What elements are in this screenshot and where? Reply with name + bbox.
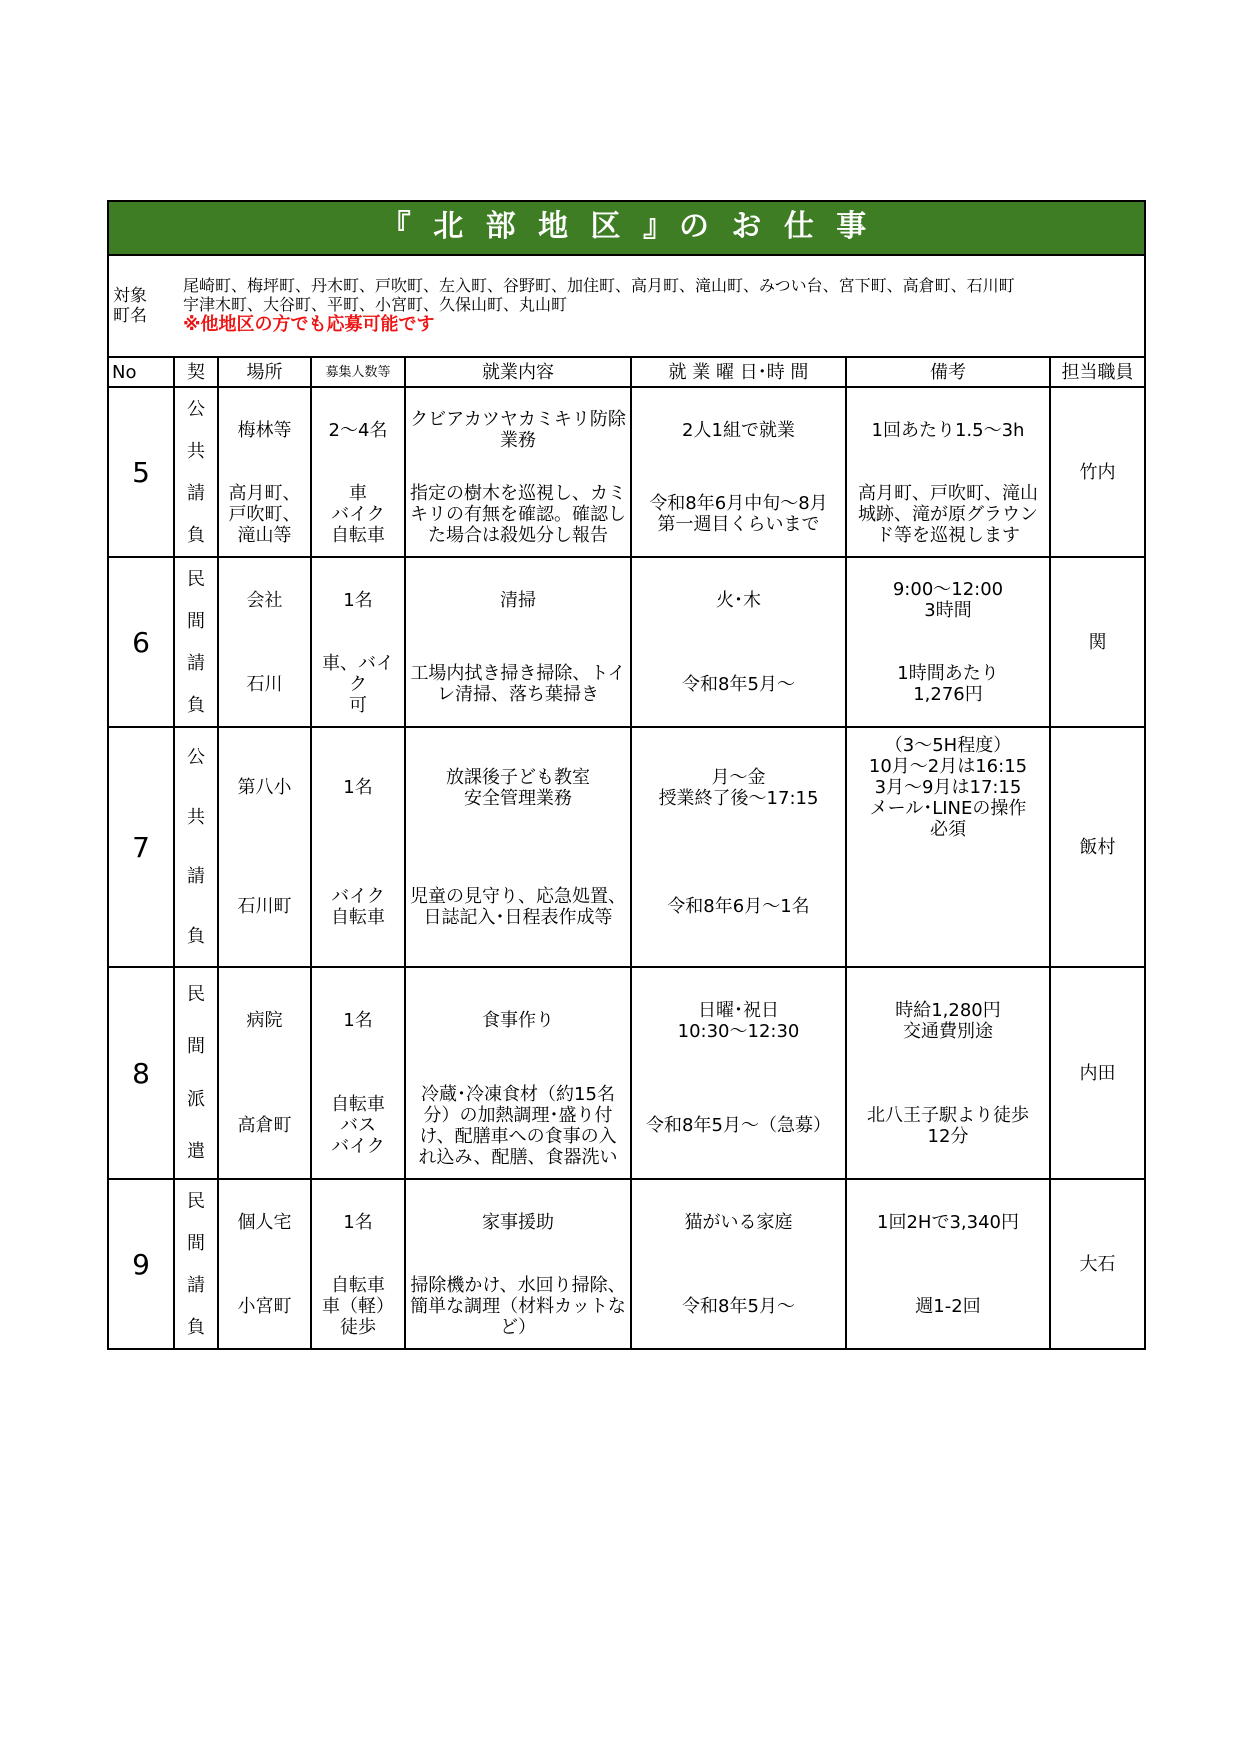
job-number: 6 <box>108 557 174 727</box>
contract-char: 共 <box>187 806 205 828</box>
content-cell <box>405 1179 631 1349</box>
schedule-cell <box>631 557 846 727</box>
place-bottom: 石川町 <box>237 896 292 917</box>
header-staff: 担当職員 <box>1050 357 1145 387</box>
count-top: 1名 <box>343 1010 373 1031</box>
schedule-bottom: 令和8年6月中旬～8月 第一週目くらいまで <box>649 493 828 535</box>
content-bottom: 指定の樹木を巡視し、カミ キリの有無を確認。確認し た場合は殺処分し報告 <box>410 482 626 546</box>
content-top: 家事援助 <box>482 1211 554 1233</box>
count-top: 1名 <box>343 1211 373 1233</box>
count-cell <box>311 387 405 557</box>
header-count: 募集人数等 <box>311 357 405 387</box>
schedule-top: 火･木 <box>716 589 761 611</box>
job-table <box>107 200 1146 1350</box>
header-content: 就業内容 <box>405 357 631 387</box>
header-remarks: 備考 <box>846 357 1050 387</box>
towns-line-2: 宇津木町、大谷町、平町、小宮町、久保山町、丸山町 <box>183 295 568 314</box>
remarks-bottom: 週1-2回 <box>915 1295 981 1317</box>
content-top: 食事作り <box>482 1010 554 1031</box>
page-title-text: 『 北 部 地 区 』の お 仕 事 <box>380 208 873 244</box>
place-cell <box>218 1179 311 1349</box>
job-number: 9 <box>108 1179 174 1349</box>
target-area-label: 対象 町名 <box>113 286 147 326</box>
place-cell <box>218 387 311 557</box>
job-number: 7 <box>108 727 174 967</box>
contract-char: 負 <box>187 694 205 716</box>
contract-type <box>174 727 218 967</box>
content-cell <box>405 727 631 967</box>
table-row <box>108 1179 1145 1349</box>
place-bottom: 高倉町 <box>237 1115 292 1136</box>
schedule-bottom: 令和8年5月～ <box>682 1295 795 1317</box>
header-schedule: 就 業 曜 日･時 間 <box>631 357 846 387</box>
contract-char: 間 <box>187 1232 205 1254</box>
contract-char: 民 <box>187 983 205 1005</box>
job-number: 5 <box>108 387 174 557</box>
count-top: 1名 <box>343 589 373 611</box>
remarks-bottom <box>847 847 1049 966</box>
remarks-bottom: 北八王子駅より徒歩 12分 <box>867 1104 1029 1147</box>
count-bottom: 自転車 車（軽） 徒歩 <box>322 1274 394 1338</box>
remarks-cell <box>846 557 1050 727</box>
contract-char: 負 <box>187 925 205 947</box>
place-bottom: 高月町、 戸吹町、 滝山等 <box>228 482 301 546</box>
contract-char: 公 <box>187 747 205 769</box>
contract-char: 間 <box>187 610 205 632</box>
contract-type <box>174 1179 218 1349</box>
staff-name: 飯村 <box>1050 727 1145 967</box>
contract-type <box>174 967 218 1179</box>
place-cell <box>218 967 311 1179</box>
count-cell <box>311 1179 405 1349</box>
contract-char: 請 <box>187 866 205 888</box>
schedule-top: 月～金 授業終了後～17:15 <box>658 766 819 809</box>
contract-char: 民 <box>187 1190 205 1212</box>
place-top: 梅林等 <box>237 419 292 441</box>
count-bottom: 車、バイク 可 <box>322 652 394 716</box>
content-bottom: 掃除機かけ、水回り掃除、 簡単な調理（材料カットな ど） <box>410 1274 626 1338</box>
table-row <box>108 557 1145 727</box>
table-row <box>108 727 1145 967</box>
place-cell <box>218 727 311 967</box>
content-top: 放課後子ども教室 安全管理業務 <box>446 766 590 809</box>
job-number: 8 <box>108 967 174 1179</box>
header-contract: 契 <box>174 357 218 387</box>
header-place: 場所 <box>218 357 311 387</box>
place-bottom: 小宮町 <box>237 1295 292 1317</box>
place-top: 個人宅 <box>237 1211 292 1233</box>
remarks-cell <box>846 387 1050 557</box>
contract-char: 負 <box>187 1316 205 1338</box>
content-top: 清掃 <box>500 589 536 611</box>
content-cell <box>405 557 631 727</box>
contract-type <box>174 557 218 727</box>
page-title <box>108 201 1145 255</box>
content-bottom: 冷蔵･冷凍食材（約15名 分）の加熱調理･盛り付 け、配膳車への食事の入 れ込み、配膳、食器洗い <box>418 1083 618 1168</box>
schedule-top: 猫がいる家庭 <box>684 1211 793 1233</box>
place-top: 病院 <box>246 1010 283 1031</box>
schedule-cell <box>631 1179 846 1349</box>
count-cell <box>311 967 405 1179</box>
remarks-top: 1回2Hで3,340円 <box>877 1211 1019 1233</box>
count-cell <box>311 557 405 727</box>
content-bottom: 工場内拭き掃き掃除、トイ レ清掃、落ち葉掃き <box>410 663 626 705</box>
content-top: クビアカツヤカミキリ防除 業務 <box>410 409 626 451</box>
place-cell <box>218 557 311 727</box>
count-bottom: 自転車 バス バイク <box>331 1094 385 1157</box>
schedule-bottom: 令和8年6月～1名 <box>667 896 810 917</box>
count-bottom: 車 バイク 自転車 <box>331 482 385 546</box>
remarks-top: 時給1,280円 交通費別途 <box>895 999 1001 1042</box>
table-row <box>108 967 1145 1179</box>
towns-line-1: 尾崎町、梅坪町、丹木町、戸吹町、左入町、谷野町、加住町、高月町、滝山町、みつい台、宮下町、高倉町、石川町 <box>183 276 1015 295</box>
staff-name: 関 <box>1050 557 1145 727</box>
contract-char: 間 <box>187 1036 205 1058</box>
content-cell <box>405 387 631 557</box>
remarks-cell <box>846 1179 1050 1349</box>
staff-name: 大石 <box>1050 1179 1145 1349</box>
remarks-top: （3～5H程度） 10月～2月は16:15 3月～9月は17:15 メール･LINEの操作 必須 <box>868 735 1028 840</box>
staff-name: 竹内 <box>1050 387 1145 557</box>
other-area-note: ※他地区の方でも応募可能です <box>183 314 435 335</box>
schedule-top: 2人1組で就業 <box>682 419 795 441</box>
schedule-top: 日曜･祝日 10:30～12:30 <box>677 999 800 1042</box>
schedule-cell <box>631 727 846 967</box>
count-cell <box>311 727 405 967</box>
remarks-bottom: 高月町、戸吹町、滝山 城跡、滝が原グラウン ド等を巡視します <box>858 482 1038 546</box>
content-cell <box>405 967 631 1179</box>
header-no: No <box>108 357 174 387</box>
header-row <box>108 357 1145 387</box>
remarks-cell <box>846 967 1050 1179</box>
contract-char: 負 <box>187 524 205 546</box>
contract-char: 共 <box>187 440 205 462</box>
schedule-bottom: 令和8年5月～（急募） <box>646 1115 831 1136</box>
contract-char: 請 <box>187 652 205 674</box>
target-area-cell <box>108 255 1145 357</box>
contract-char: 遣 <box>187 1141 205 1163</box>
schedule-cell <box>631 387 846 557</box>
target-area-body <box>183 276 1015 336</box>
schedule-bottom: 令和8年5月～ <box>682 673 795 695</box>
place-top: 第八小 <box>237 777 292 798</box>
job-listing-document <box>107 200 1144 1350</box>
remarks-top: 9:00～12:00 3時間 <box>892 579 1004 621</box>
count-top: 2～4名 <box>328 419 388 441</box>
count-top: 1名 <box>343 777 373 798</box>
contract-char: 請 <box>187 482 205 504</box>
staff-name: 内田 <box>1050 967 1145 1179</box>
schedule-cell <box>631 967 846 1179</box>
count-bottom: バイク 自転車 <box>331 885 385 928</box>
remarks-top: 1回あたり1.5～3h <box>871 419 1025 441</box>
remarks-bottom: 1時間あたり 1,276円 <box>897 663 999 705</box>
remarks-cell <box>846 727 1050 967</box>
contract-char: 請 <box>187 1274 205 1296</box>
place-bottom: 石川 <box>246 673 283 695</box>
table-row <box>108 387 1145 557</box>
contract-char: 派 <box>187 1088 205 1110</box>
place-top: 会社 <box>246 589 283 611</box>
contract-char: 公 <box>187 398 205 420</box>
contract-type <box>174 387 218 557</box>
content-bottom: 児童の見守り、応急処置、 日誌記入･日程表作成等 <box>410 885 626 928</box>
contract-char: 民 <box>187 568 205 590</box>
